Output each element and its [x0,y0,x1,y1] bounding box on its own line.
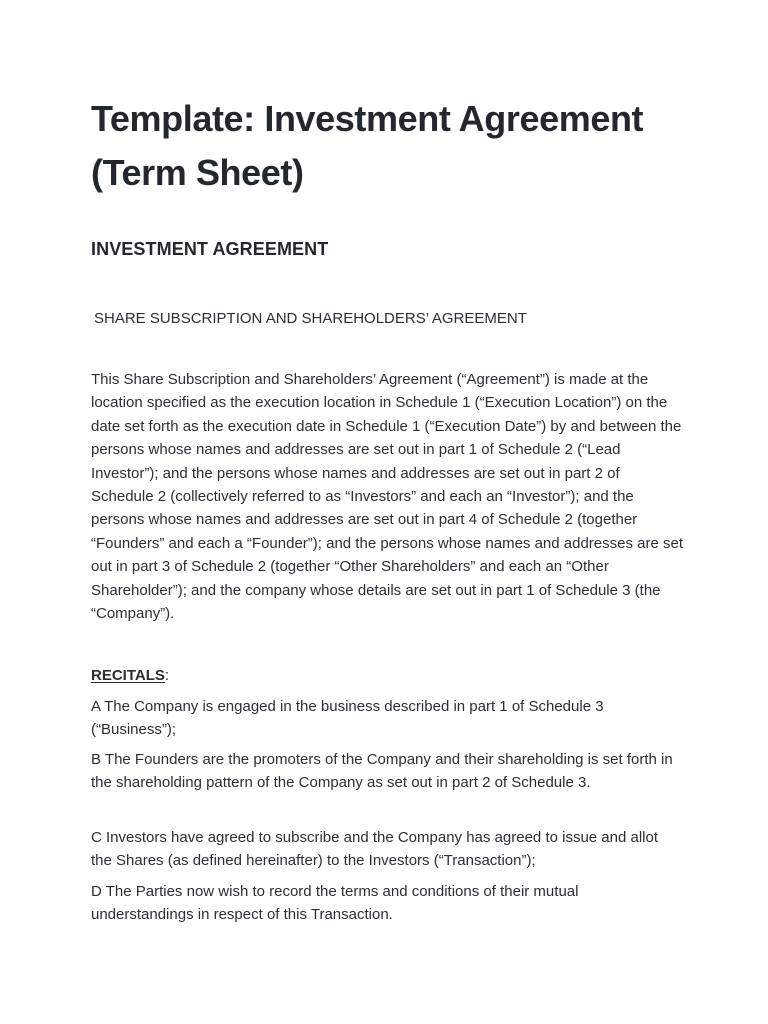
recitals-colon: : [164,667,170,684]
recital-item: A The Company is engaged in the business described in part 1 of Schedule 3 (“Business”); [91,698,604,739]
agreement-subheading: SHARE SUBSCRIPTION AND SHAREHOLDERS’ AGREEMENT [94,310,527,327]
recital-item: D The Parties now wish to record the terms and conditions of their mutual understandings in respect of this Transaction. [91,883,579,924]
recitals-label: RECITALS [91,667,165,684]
recitals-heading [91,664,169,687]
page-title: Template: Investment Agreement (Term Sheet) [91,98,644,193]
recital-item: C Investors have agreed to subscribe and the Company has agreed to issue and allot the Shares (as defined hereinafter) to the Investors (“Transaction”); [91,829,659,870]
recital-item: B The Founders are the promoters of the Company and their shareholding is set forth in the shareholding pattern of the Company as set out in part 2 of Schedule 3. [91,751,673,792]
agreement-heading: INVESTMENT AGREEMENT [91,239,329,259]
intro-paragraph: This Share Subscription and Shareholders’ Agreement (“Agreement”) is made at the location specified as the execution location in Schedule 1 (“Execution Location”) on the date set forth as the execution date in Schedule 1 (“Execution Date”) by and between the persons whose names and addresses are set out in part 1 of Schedule 2 (“Lead Investor”); and the persons whose names and addresses are set out in part 2 of Schedule 2 (collectively referred to as “Investors” and each an “Investor”); and the persons whose names and addresses are set out in part 4 of Schedule 2 (together “Founders” and each a “Founder”); and the persons whose names and addresses are set out in part 3 of Schedule 2 (together “Other Shareholders” and each an “Other Shareholder”); and the company whose details are set out in part 1 of Schedule 3 (the “Company”). [91,371,684,623]
